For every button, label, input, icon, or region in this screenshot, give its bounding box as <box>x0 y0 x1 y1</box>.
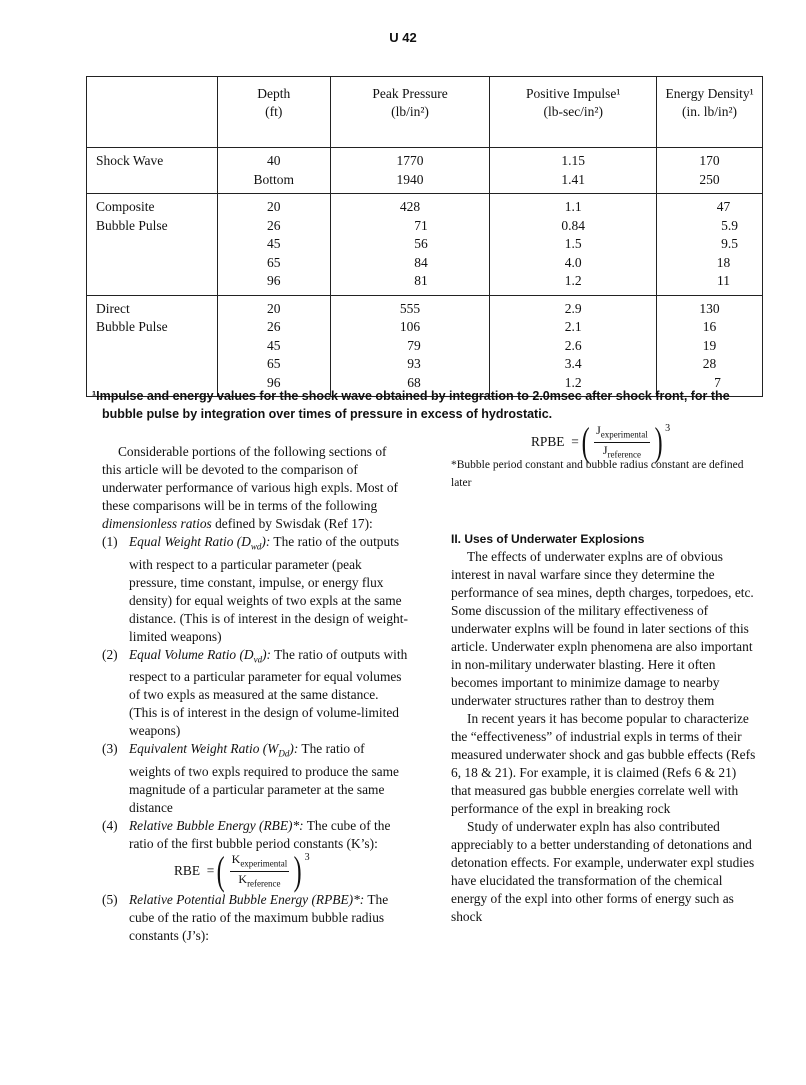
rpbe-formula: RPBE = ( $\frac{J_{experimental}}{J_{reference}}$ ) 3 <box>531 419 671 464</box>
table-row: Bubble Pulse 26 106 2.1 16 <box>87 318 763 337</box>
header-cell <box>87 77 218 148</box>
table-row: 45 79 2.6 19 <box>87 337 763 356</box>
table-row: Shock Wave 40 1770 1.15 170 <box>87 148 763 171</box>
table-row: Bubble Pulse 26 71 0.84 5.9 <box>87 217 763 236</box>
paragraph: The effects of underwater explns are of obvious interest in naval warfare since they determine the performance of sea mines, depth charges, torpedoes, etc. Some discussion of the military effectiveness of underwater explns will be found in later sections of this article. Underwater expln phenomena are also important in non-military underwater blasting. Here it often becomes important to minimize damage to nearby underwater structures rather than to destroy them <box>451 549 754 708</box>
table-row: 45 56 1.5 9.5 <box>87 235 763 254</box>
header-cell: Peak Pressure (lb/in²) <box>330 77 490 148</box>
header-cell: Positive Impulse¹ (lb-sec/in²) <box>490 77 657 148</box>
table-row: Composite 20 428 1.1 47 <box>87 194 763 217</box>
paragraph: Study of underwater expln has also contributed appreciably to a better understanding of detonations and detonation effects. For example, underwater expl studies have elucidated the transformation of the chemical energy of the expl into other forms of energy such as shock <box>451 819 755 924</box>
list-item: (1) Equal Weight Ratio $(D_{wd})$: The ratio of the outputs with respect to a particular parameter (peak pressure, time constant, impulse, or energy flux density) for equal weights of two expls at the same distance. (This is of interest in the design of weight-limited weapons) <box>102 534 408 644</box>
header-cell: Energy Density¹ (in. lb/in²) <box>657 77 763 148</box>
table-header-row <box>87 77 763 148</box>
table-row: 96 81 1.2 11 <box>87 272 763 295</box>
list-item: (2) Equal Volume Ratio $(D_{vd})$: The ratio of outputs with respect to a particular parameter for equal volumes of two expls as measured at the same distance. (This is of interest in the design of volume-limited weapons) <box>102 646 408 739</box>
list-item: (3) Equivalent Weight Ratio $(W_{Dd})$: The ratio of weights of two expls required to produce the same magnitude of a particular parameter at the same distance <box>102 741 399 816</box>
table-row: 65 84 4.0 18 <box>87 254 763 273</box>
table-row: 96 68 1.2 7 <box>87 374 763 397</box>
right-column <box>451 419 757 926</box>
table-row: 65 93 3.4 28 <box>87 355 763 374</box>
data-table <box>86 76 763 397</box>
list-item: (5) Relative Potential Bubble Energy (RPBE)*: The cube of the ratio of the maximum bubble radius constants (J’s): <box>102 892 389 944</box>
header-cell: Depth (ft) <box>217 77 330 148</box>
page-number: U 42 <box>389 30 417 45</box>
list-item: (4) Relative Bubble Energy (RBE)*: The cube of the ratio of the first bubble period constants (K’s): <box>102 818 391 852</box>
footnote-star: *Bubble period constant and bubble radius constant are defined later <box>451 459 744 489</box>
rbe-formula: RBE = ( $\frac{K_{experimental}}{K_{reference}}$ ) 3 <box>174 848 310 894</box>
intro-paragraph: Considerable portions of the following sections of this article will be devoted to the comparison of underwater performance of various high expls. Most of these comparisons will be in terms of the following dimensionless ratios defined by Swisdak (Ref 17): <box>102 444 398 531</box>
section-title: II. Uses of Underwater Explosions <box>451 532 645 546</box>
left-column <box>102 443 408 945</box>
table-footnote: ¹Impulse and energy values for the shock wave obtained by integration to 2.0msec after shock front, for the bubble pulse by integration over times of pressure in excess of hydrostatic. <box>92 389 730 421</box>
table-row: Direct 20 555 2.9 130 <box>87 295 763 318</box>
paragraph: In recent years it has become popular to characterize the “effectiveness” of industrial expls in terms of their measured underwater shock and gas bubble effects (Refs 6, 18 & 21). For example, it is claimed (Refs 6 & 21) that measured gas bubble energies correlate well with performance of the expl in breaking rock <box>451 711 756 816</box>
table-row: Bottom 1940 1.41 250 <box>87 171 763 194</box>
